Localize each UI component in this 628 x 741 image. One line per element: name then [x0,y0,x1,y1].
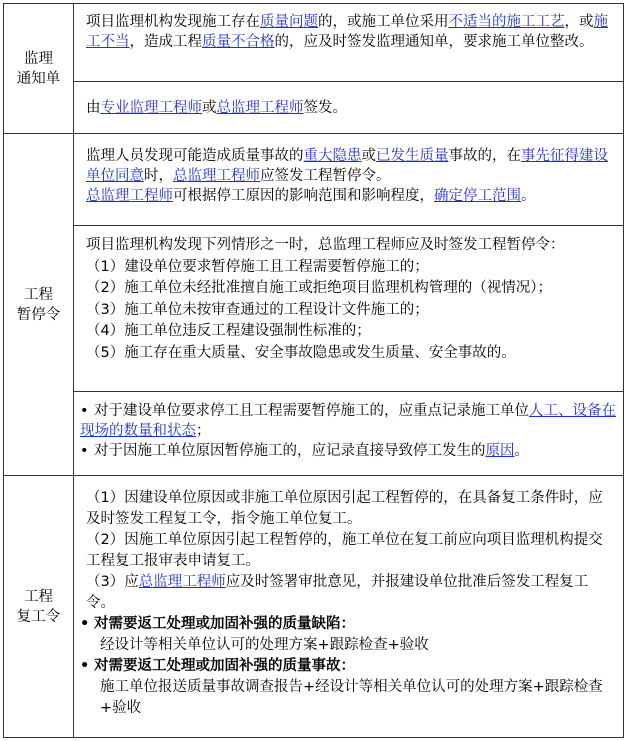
text: 由 [86,99,101,116]
text: （3）应 [86,574,139,590]
link-chief-engineer[interactable]: 总监理工程师 [216,99,304,116]
resume-para-3 [86,572,617,614]
text: 签发。 [303,99,347,116]
suspension-content-2 [74,226,624,392]
text: 应及时签署审批意见，并报建设单位批准后签发工程复工令。 [86,574,589,611]
row-suspension-cases [4,226,624,392]
text: 对于建设单位要求停工且工程需要暂停施工的，应重点记录施工单位 [94,403,529,419]
link-cause[interactable]: 原因 [485,443,515,459]
text: ； [196,423,211,439]
accident-heading [80,656,617,677]
row-suspension [4,134,624,226]
link-prior-consent[interactable]: 事先征得建设单位同意 [86,148,608,184]
text: 项目监理机构发现施工存在 [86,14,260,30]
case-item: （3）施工单位未按审查通过的工程设计文件施工的； [86,301,429,318]
defect-body: 经设计等相关单位认可的处理方案+跟踪检查+验收 [100,637,429,653]
text: 或 [202,99,217,116]
label-notice [4,4,74,134]
text: 对需要返工处理或加固补强的质量事故： [94,658,355,674]
row-resumption [4,476,624,738]
text: 时， [144,168,173,184]
link-quality-occurred[interactable]: 已发生质量 [376,148,449,164]
label-resumption-line2: 复工令 [16,608,61,625]
case-item: （1）建设单位要求暂停施工且工程需要暂停施工的； [86,258,429,275]
text: 应签发工程暂停令。 [260,168,391,184]
label-notice-line1: 监理 [24,50,53,67]
record-bullet-1 [80,401,617,441]
text: ，造成工程 [129,34,202,50]
defect-heading [80,614,617,635]
link-stop-scope[interactable]: 确定停工范围 [434,188,521,204]
text: 的，应及时签发监理通知单，要求施工单位整改。 [274,34,594,50]
text: 监理人员发现可能造成质量事故的 [86,148,304,164]
row-notice [4,4,624,82]
link-chief-engineer[interactable]: 总监理工程师 [138,574,226,590]
label-resumption-line1: 工程 [24,588,53,605]
text: 。 [514,443,529,459]
label-suspension-line1: 工程 [24,286,53,303]
link-chief-engineer[interactable]: 总监理工程师 [173,168,260,184]
resume-para-1: （1）因建设单位原因或非施工单位原因引起工程暂停的，在具备复工条件时，应及时签发工程复工令，指令施工单位复工。 [86,490,603,527]
label-notice-line2: 通知单 [16,70,61,87]
text: 对于因施工单位原因暂停施工的，应记录直接导致停工发生的 [94,443,486,459]
suspension-content-1 [74,134,624,226]
cases-intro: 项目监理机构发现下列情形之一时，总监理工程师应及时签发工程暂停令： [86,237,565,253]
notice-content-1 [74,4,624,82]
suspension-content-3 [74,392,624,476]
label-suspension-line2: 暂停令 [16,306,61,323]
text: 或 [361,148,376,164]
case-item: （4）施工单位违反工程建设强制性标准的； [86,323,371,339]
text: 可根据停工原因的影响范围和影响程度， [173,188,434,204]
resumption-content [74,476,624,738]
link-specialty-engineer[interactable]: 专业监理工程师 [100,99,202,116]
text: 对需要返工处理或加固补强的质量缺陷： [94,616,355,632]
resume-para-2: （2）因施工单位原因引起工程暂停的，施工单位在复工前应向项目监理机构提交工程复工报审表申请复工。 [86,532,603,569]
case-item: （5）施工存在重大质量、安全事故隐患或发生质量、安全事故的。 [86,344,516,361]
text: 事故的，在 [448,148,521,164]
bullet-icon: • [80,443,89,459]
text: 。 [521,188,536,204]
link-chief-engineer[interactable]: 总监理工程师 [86,188,173,204]
row-suspension-records [4,392,624,476]
label-suspension [4,134,74,476]
link-labor-equipment[interactable]: 人工、设备在现场的数量和状态 [80,403,616,439]
link-quality-issue[interactable]: 质量问题 [260,14,318,30]
link-improper-construction[interactable]: 施工不当 [86,14,608,50]
document-table [3,3,624,738]
text: 的，或施工单位采用 [318,14,449,30]
case-item: （2）施工单位未经批准擅自施工或拒绝项目监理机构管理的（视情况）； [86,280,552,296]
label-resumption [4,476,74,738]
link-major-hazard[interactable]: 重大隐患 [303,148,362,164]
accident-body: 施工单位报送质量事故调查报告+经设计等相关单位认可的处理方案+跟踪检查+验收 [100,679,603,716]
text: ，或 [564,14,594,30]
record-bullet-2 [80,441,617,461]
notice-content-2 [74,82,624,134]
bullet-icon: • [80,658,90,674]
bullet-icon: • [80,403,89,419]
link-improper-process[interactable]: 不适当的施工工艺 [448,14,565,30]
row-notice-issuer [4,82,624,134]
bullet-icon: • [80,616,90,632]
link-quality-unqualified[interactable]: 质量不合格 [202,34,275,50]
